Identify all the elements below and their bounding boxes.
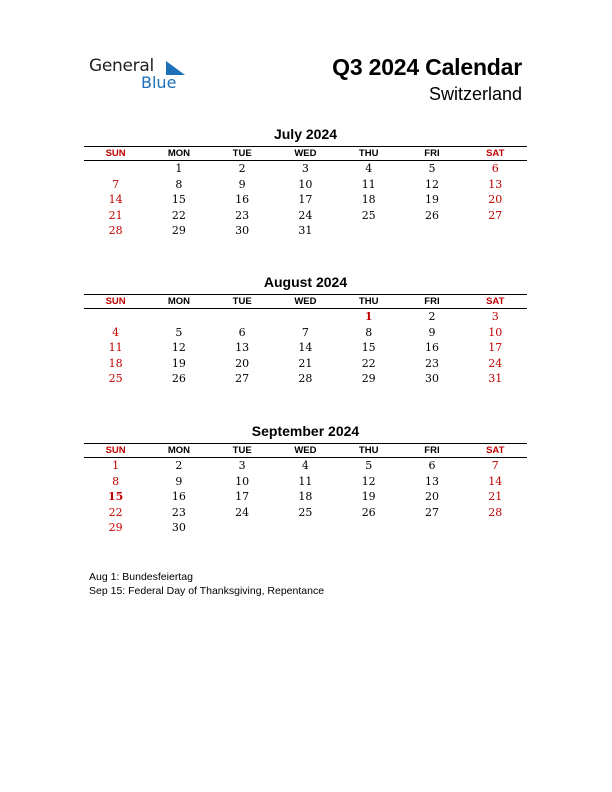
day-cell: 11 [108,341,123,355]
day-cell: 15 [171,193,186,207]
day-cell: 25 [108,372,123,386]
generalblue-logo [89,56,199,96]
day-cell: 17 [488,341,503,355]
day-cell: 24 [298,208,313,222]
weekday-header: WED [294,148,317,159]
month-july [84,125,527,239]
day-cell: 31 [488,372,503,386]
page-title: Q3 2024 Calendar [332,54,522,80]
day-cell: 12 [171,341,186,355]
day-cell: 6 [428,459,436,472]
day-cell: 13 [235,341,250,355]
week-row [84,520,527,536]
empty-day-cell [274,520,337,536]
week-row [84,340,527,356]
day-cell: 5 [428,162,436,175]
empty-day-cell [147,309,210,325]
empty-day-cell [211,520,274,536]
week-row [84,208,527,224]
day-cell: 14 [108,193,123,207]
weekday-header: MON [167,296,190,307]
weekday-header: SUN [105,445,126,456]
day-cell: 11 [361,177,376,191]
day-cell: 10 [235,474,250,488]
day-cell: 27 [235,372,250,386]
country-subtitle: Switzerland [428,84,522,104]
day-cell: 3 [238,459,246,472]
logo-blue-text: Blue [141,73,177,92]
weekday-header: FRI [424,296,440,307]
day-cell: 18 [361,193,376,207]
day-cell: 18 [108,356,123,370]
day-cell: 20 [424,490,439,504]
empty-day-cell [464,223,527,239]
week-row [84,505,527,521]
weekday-header: SAT [486,296,505,307]
weekday-header: TUE [232,148,252,159]
empty-day-cell [84,161,147,177]
day-cell: 9 [428,325,436,339]
weekday-header: SAT [486,148,505,159]
day-cell: 17 [298,193,313,207]
day-cell: 29 [361,372,376,386]
day-cell: 21 [108,208,123,222]
weekday-header: FRI [424,148,440,159]
day-cell: 26 [171,372,186,386]
day-cell: 20 [235,356,250,370]
day-cell: 13 [488,177,503,191]
day-cell: 16 [235,193,250,207]
empty-day-cell [337,223,400,239]
day-cell: 1 [112,459,120,472]
weekday-header-row [84,294,527,309]
empty-day-cell [211,309,274,325]
day-cell: 2 [428,310,436,323]
week-row [84,458,527,474]
month-title: September 2024 [251,423,360,439]
day-cell: 21 [298,356,313,370]
day-cell: 9 [238,177,246,191]
day-cell: 14 [298,341,313,355]
day-cell: 20 [488,193,503,207]
day-cell: 19 [361,490,376,504]
weekday-header: WED [294,445,317,456]
holiday-notes [89,570,324,598]
day-cell: 26 [361,505,376,519]
day-cell: 15 [107,490,124,504]
day-cell: 10 [488,325,503,339]
day-cell: 4 [301,459,309,472]
day-cell: 26 [424,208,439,222]
week-row [84,371,527,387]
day-cell: 23 [424,356,439,370]
day-cell: 15 [361,341,376,355]
day-cell: 7 [491,459,499,472]
day-cell: 1 [364,310,373,323]
day-cell: 6 [238,325,246,339]
empty-day-cell [400,223,463,239]
day-cell: 30 [235,224,250,238]
empty-day-cell [84,309,147,325]
empty-day-cell [337,520,400,536]
day-cell: 4 [112,325,120,339]
day-cell: 23 [235,208,250,222]
month-august [84,273,527,387]
month-september [84,422,527,536]
day-cell: 7 [301,325,309,339]
day-cell: 28 [488,505,503,519]
day-cell: 5 [175,325,183,339]
holiday-note: Aug 1: Bundesfeiertag [89,571,193,583]
weekday-header: THU [358,148,379,159]
day-cell: 22 [361,356,376,370]
weekday-header: SAT [486,445,505,456]
day-cell: 31 [298,224,313,238]
day-cell: 12 [361,474,376,488]
weekday-header: TUE [232,445,252,456]
day-cell: 16 [424,341,439,355]
day-cell: 7 [112,177,120,191]
day-cell: 30 [171,521,186,535]
day-cell: 6 [491,162,499,175]
day-cell: 9 [175,474,183,488]
day-cell: 3 [491,310,499,323]
day-cell: 8 [175,177,183,191]
day-cell: 3 [301,162,309,175]
weekday-header: SUN [105,148,126,159]
week-row [84,474,527,490]
empty-day-cell [400,520,463,536]
day-cell: 19 [171,356,186,370]
day-cell: 23 [171,505,186,519]
week-row [84,161,527,177]
empty-day-cell [274,309,337,325]
day-cell: 19 [424,193,439,207]
month-title: July 2024 [273,126,338,142]
day-cell: 25 [361,208,376,222]
empty-day-cell [464,520,527,536]
week-row [84,177,527,193]
day-cell: 13 [424,474,439,488]
day-cell: 27 [488,208,503,222]
day-cell: 14 [488,474,503,488]
day-cell: 2 [238,162,246,175]
day-cell: 4 [365,162,373,175]
month-title: August 2024 [263,274,348,290]
weekday-header: MON [167,148,190,159]
day-cell: 27 [424,505,439,519]
weekday-header: FRI [424,445,440,456]
day-cell: 12 [424,177,439,191]
logo-general-text: General [89,56,154,76]
day-cell: 24 [235,505,250,519]
day-cell: 21 [488,490,503,504]
week-row [84,356,527,372]
day-cell: 18 [298,490,313,504]
week-row [84,325,527,341]
holiday-note: Sep 15: Federal Day of Thanksgiving, Repentance [89,585,325,597]
day-cell: 29 [108,521,123,535]
weekday-header: WED [294,296,317,307]
day-cell: 24 [488,356,503,370]
day-cell: 8 [365,325,373,339]
day-cell: 2 [175,459,183,472]
day-cell: 22 [108,505,123,519]
weekday-header: THU [358,445,379,456]
day-cell: 30 [424,372,439,386]
day-cell: 5 [365,459,373,472]
day-cell: 22 [171,208,186,222]
day-cell: 16 [171,490,186,504]
weekday-header: MON [167,445,190,456]
weekday-header-row [84,443,527,458]
weekday-header: THU [358,296,379,307]
weekday-header: TUE [232,296,252,307]
weekday-header: SUN [105,296,126,307]
week-row [84,309,527,325]
day-cell: 28 [108,224,123,238]
day-cell: 29 [171,224,186,238]
day-cell: 8 [112,474,120,488]
day-cell: 17 [235,490,250,504]
week-row [84,489,527,505]
day-cell: 28 [298,372,313,386]
week-row [84,223,527,239]
day-cell: 11 [298,474,313,488]
weekday-header-row [84,146,527,161]
day-cell: 10 [298,177,313,191]
day-cell: 1 [175,162,183,175]
week-row [84,192,527,208]
day-cell: 25 [298,505,313,519]
